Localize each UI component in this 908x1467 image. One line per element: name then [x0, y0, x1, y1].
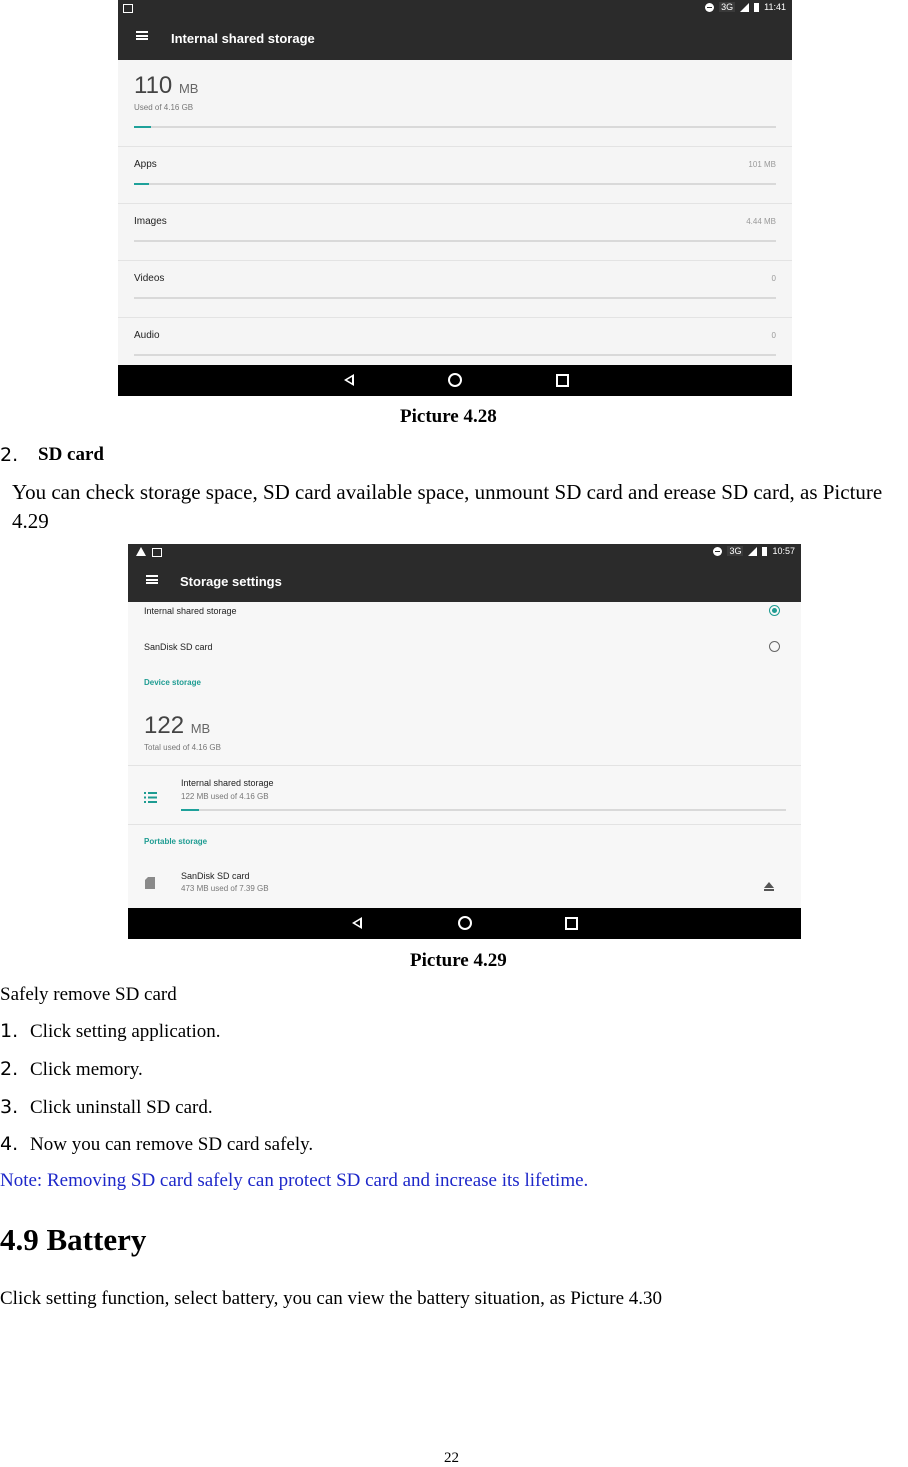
- navigation-bar: [118, 365, 792, 396]
- radio-selected[interactable]: [769, 605, 780, 616]
- step-number: 3.: [0, 1096, 19, 1118]
- do-not-disturb-icon: [713, 547, 722, 556]
- divider: [118, 317, 792, 318]
- row-value: 0: [771, 331, 776, 340]
- eject-icon[interactable]: [764, 878, 774, 896]
- divider: [118, 260, 792, 261]
- battery-icon: [754, 3, 759, 12]
- navigation-bar: [128, 908, 801, 939]
- row-progress: [134, 297, 776, 299]
- row-value: 4.44 MB: [746, 217, 776, 226]
- warning-icon: [136, 547, 146, 556]
- caption-picture-4-28: Picture 4.28: [400, 406, 497, 427]
- used-amount: 110 MB: [134, 72, 199, 99]
- divider: [128, 765, 801, 766]
- row-label: Videos: [134, 273, 165, 284]
- device-storage-header: Device storage: [144, 678, 201, 687]
- section-title: SD card: [38, 444, 104, 465]
- divider: [128, 824, 801, 825]
- row-progress: [134, 240, 776, 242]
- row-value: 101 MB: [748, 160, 776, 169]
- caption-picture-4-29: Picture 4.29: [410, 950, 507, 971]
- battery-icon: [762, 547, 767, 556]
- portable-storage-header: Portable storage: [144, 837, 208, 846]
- item-title: SanDisk SD card: [181, 871, 250, 881]
- section-number: 2.: [0, 444, 19, 466]
- internal-progress-fill: [181, 809, 199, 811]
- screenshot-internal-storage: [118, 0, 792, 396]
- section-heading-battery: 4.9 Battery: [0, 1222, 147, 1257]
- note-text: Note: Removing SD card safely can protect SD card and increase its lifetime.: [0, 1170, 589, 1191]
- menu-icon[interactable]: [146, 575, 158, 584]
- summary-progress: [134, 126, 776, 128]
- do-not-disturb-icon: [705, 3, 714, 12]
- list-item: [0, 1058, 143, 1080]
- item-subtitle: 473 MB used of 7.39 GB: [181, 884, 269, 893]
- page-title: Internal shared storage: [171, 31, 315, 46]
- used-amount: 122 MB: [144, 712, 211, 739]
- gallery-notification-icon: [123, 4, 133, 13]
- sd-card-svg: [145, 877, 155, 889]
- signal-icon: [740, 3, 749, 12]
- network-type: 3G: [721, 2, 734, 12]
- divider: [118, 203, 792, 204]
- recent-apps-icon[interactable]: [556, 374, 569, 387]
- step-text: Click setting application.: [30, 1021, 221, 1042]
- divider: [118, 146, 792, 147]
- sd-card-icon: [145, 876, 155, 894]
- option-label: SanDisk SD card: [144, 642, 213, 652]
- step-number: 2.: [0, 1058, 19, 1080]
- total-used: Total used of 4.16 GB: [144, 743, 221, 752]
- item-title: Internal shared storage: [181, 778, 274, 788]
- list-icon: [144, 790, 156, 808]
- step-number: 4.: [0, 1133, 19, 1155]
- used-of-total: Used of 4.16 GB: [134, 103, 194, 112]
- internal-progress: [181, 809, 786, 811]
- page-title: Storage settings: [180, 574, 282, 589]
- battery-paragraph: Click setting function, select battery, you can view the battery situation, as Picture 4.30: [0, 1288, 663, 1309]
- option-label: Internal shared storage: [144, 606, 237, 616]
- step-number: 1.: [0, 1020, 19, 1042]
- network-type: 3G: [729, 546, 742, 556]
- gallery-notification-icon: [152, 548, 162, 557]
- list-item: [0, 1133, 314, 1155]
- list-item: [0, 1096, 213, 1118]
- back-icon[interactable]: [344, 374, 354, 386]
- row-label: Audio: [134, 330, 160, 341]
- home-icon[interactable]: [448, 373, 462, 387]
- status-time: 11:41: [764, 2, 786, 12]
- page-number: 22: [444, 1450, 459, 1466]
- app-bar: [128, 560, 801, 602]
- menu-icon[interactable]: [136, 31, 148, 40]
- row-progress: [134, 354, 776, 356]
- status-time: 10:57: [772, 546, 795, 556]
- radio-unselected[interactable]: [769, 641, 780, 652]
- eject-svg: [764, 882, 774, 891]
- step-text: Click uninstall SD card.: [30, 1097, 213, 1118]
- signal-icon: [748, 547, 757, 556]
- list-item: [0, 1020, 221, 1042]
- back-icon[interactable]: [352, 917, 362, 929]
- summary-progress-fill: [134, 126, 151, 128]
- status-bar: [118, 0, 792, 16]
- item-subtitle: 122 MB used of 4.16 GB: [181, 792, 269, 801]
- recent-apps-icon[interactable]: [565, 917, 578, 930]
- step-text: Now you can remove SD card safely.: [30, 1134, 314, 1155]
- row-value: 0: [771, 274, 776, 283]
- intro-paragraph: You can check storage space, SD card available space, unmount SD card and erease SD card, as Picture 4.29: [12, 480, 883, 533]
- step-text: Click memory.: [30, 1059, 143, 1080]
- row-label: Images: [134, 216, 167, 227]
- app-bar: [118, 16, 792, 60]
- row-label: Apps: [134, 159, 157, 170]
- status-bar: [128, 544, 801, 560]
- list-svg: [144, 792, 157, 803]
- home-icon[interactable]: [458, 916, 472, 930]
- safely-remove-title: Safely remove SD card: [0, 984, 177, 1005]
- row-progress-fill: [134, 183, 149, 185]
- row-progress: [134, 183, 776, 185]
- screenshot-storage-settings: [128, 544, 801, 939]
